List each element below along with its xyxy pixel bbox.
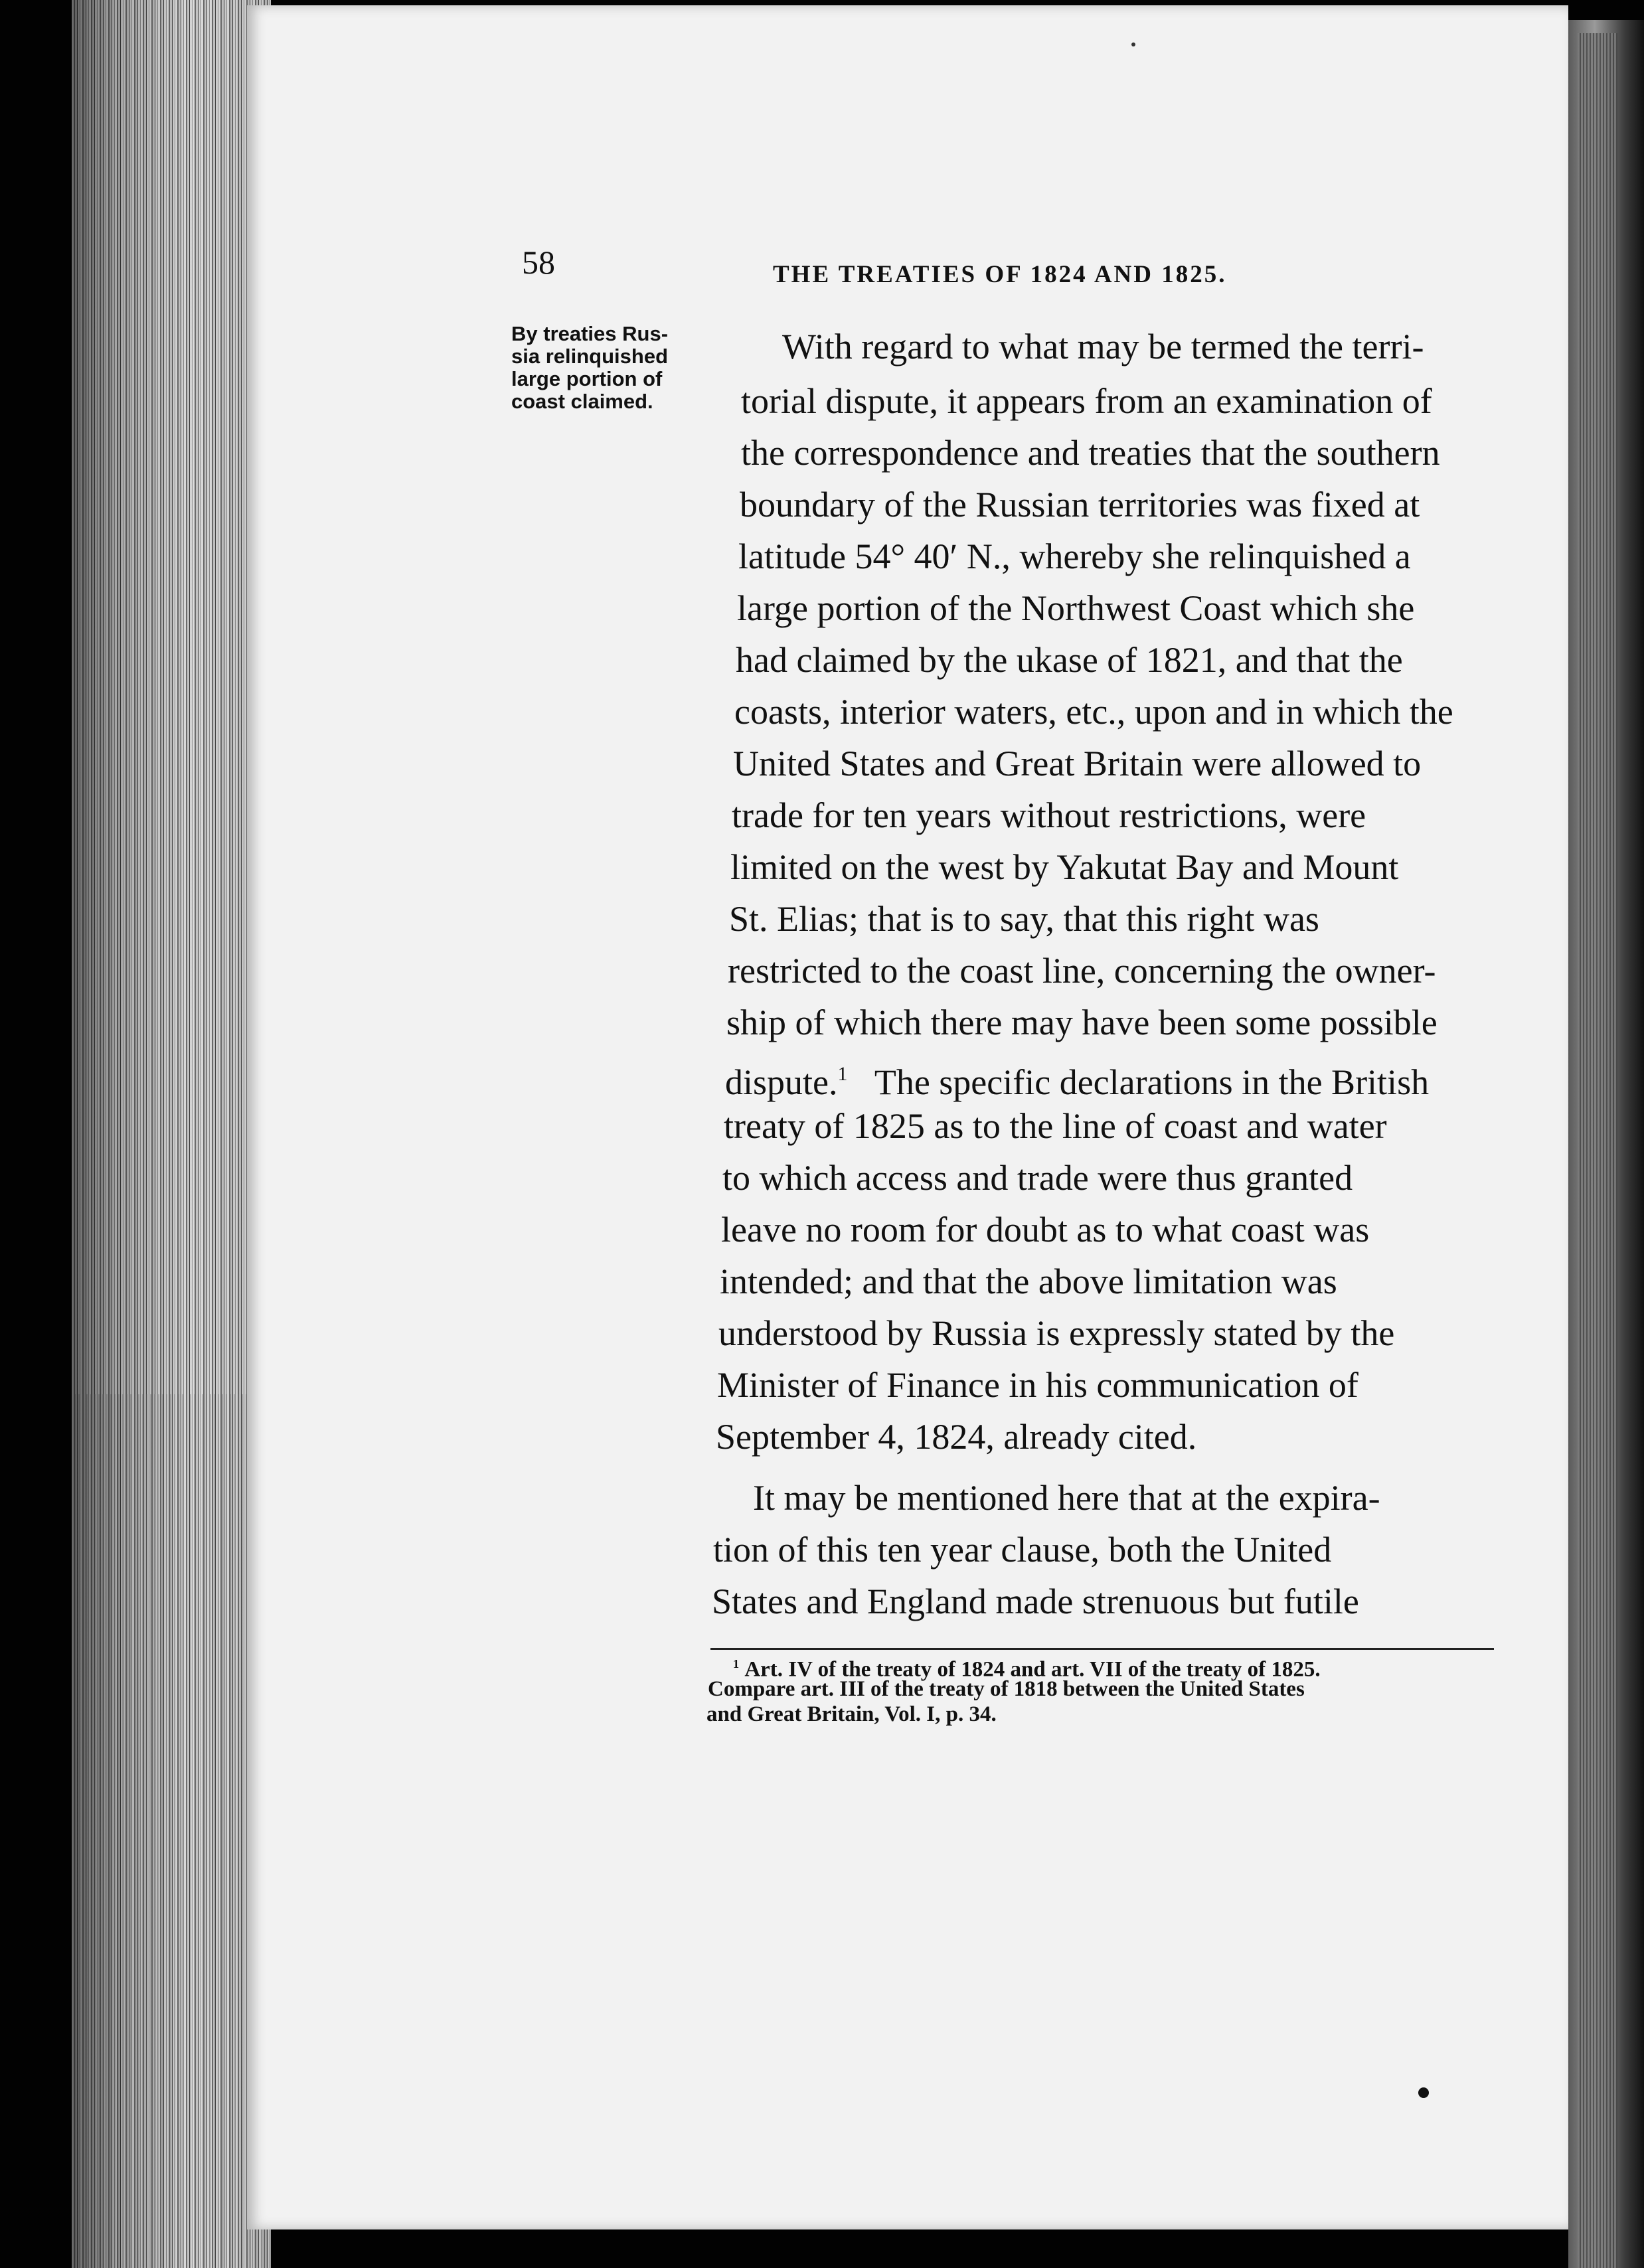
body-line-1: With regard to what may be termed the terri- (782, 327, 1424, 366)
page-number: 58 (522, 244, 555, 281)
footnote-rule (710, 1648, 1494, 1650)
footnote-line-3: and Great Britain, Vol. I, p. 34. (706, 1702, 997, 1726)
body-line-15-start: dispute. (725, 1062, 838, 1102)
sidenote-line-2: sia relinquished (511, 345, 669, 368)
scan-speck (1131, 42, 1135, 46)
body-line-16: treaty of 1825 as to the line of coast and water (724, 1106, 1387, 1146)
body-line-8: coasts, interior waters, etc., upon and in which the (734, 692, 1453, 732)
footnote-reference: 1 (837, 1064, 848, 1085)
body-line-14: ship of which there may have been some possible (726, 1003, 1438, 1042)
sidenote-line-4: coast claimed. (511, 390, 653, 413)
body-line-10: trade for ten years without restrictions, were (732, 795, 1366, 835)
body-line-6: large portion of the Northwest Coast which she (737, 588, 1415, 628)
next-page-edge-lines (1578, 33, 1617, 2268)
body-line-17: to which access and trade were thus granted (722, 1158, 1353, 1198)
scan-dot (1418, 2087, 1429, 2098)
body-line-12: St. Elias; that is to say, that this right was (729, 899, 1319, 939)
body-line-9: United States and Great Britain were allowed to (733, 744, 1422, 783)
running-head: THE TREATIES OF 1824 AND 1825. (773, 261, 1227, 288)
footnote-line-1-text: Art. IV of the treaty of 1824 and art. VII of the treaty of 1825. (744, 1657, 1321, 1682)
body-line-15a (725, 1054, 1429, 1102)
body-line-3: the correspondence and treaties that the southern (741, 433, 1440, 473)
sidenote-line-3: large portion of (511, 367, 663, 390)
footnote-line-2: Compare art. III of the treaty of 1818 between the United States (708, 1677, 1305, 1701)
body-line-13: restricted to the coast line, concerning the owner- (728, 951, 1436, 991)
body-line-5: latitude 54° 40′ N., whereby she relinquished a (738, 536, 1411, 576)
body-line-2: torial dispute, it appears from an examination of (741, 381, 1432, 421)
body-line-11: limited on the west by Yakutat Bay and Mount (730, 847, 1399, 887)
body-line-18: leave no room for doubt as to what coast was (721, 1210, 1370, 1250)
body-line-19: intended; and that the above limitation was (720, 1261, 1337, 1301)
body-line-7: had claimed by the ukase of 1821, and that the (736, 640, 1403, 680)
footnote-marker: 1 (733, 1657, 740, 1670)
body-line-22: September 4, 1824, already cited. (716, 1417, 1197, 1457)
body-line-21: Minister of Finance in his communication of (717, 1365, 1358, 1405)
page-edges-shadow (72, 0, 271, 2268)
body-line-15-end: The specific declarations in the British (874, 1062, 1430, 1102)
body-line-4: boundary of the Russian territories was fixed at (740, 485, 1420, 525)
body-line-20: understood by Russia is expressly stated by the (718, 1313, 1395, 1353)
body-line-25: States and England made strenuous but futile (712, 1581, 1359, 1621)
body-line-23: It may be mentioned here that at the expira- (753, 1478, 1380, 1518)
sidenote-line-1: By treaties Rus- (511, 322, 669, 345)
body-line-24: tion of this ten year clause, both the United (713, 1530, 1332, 1570)
